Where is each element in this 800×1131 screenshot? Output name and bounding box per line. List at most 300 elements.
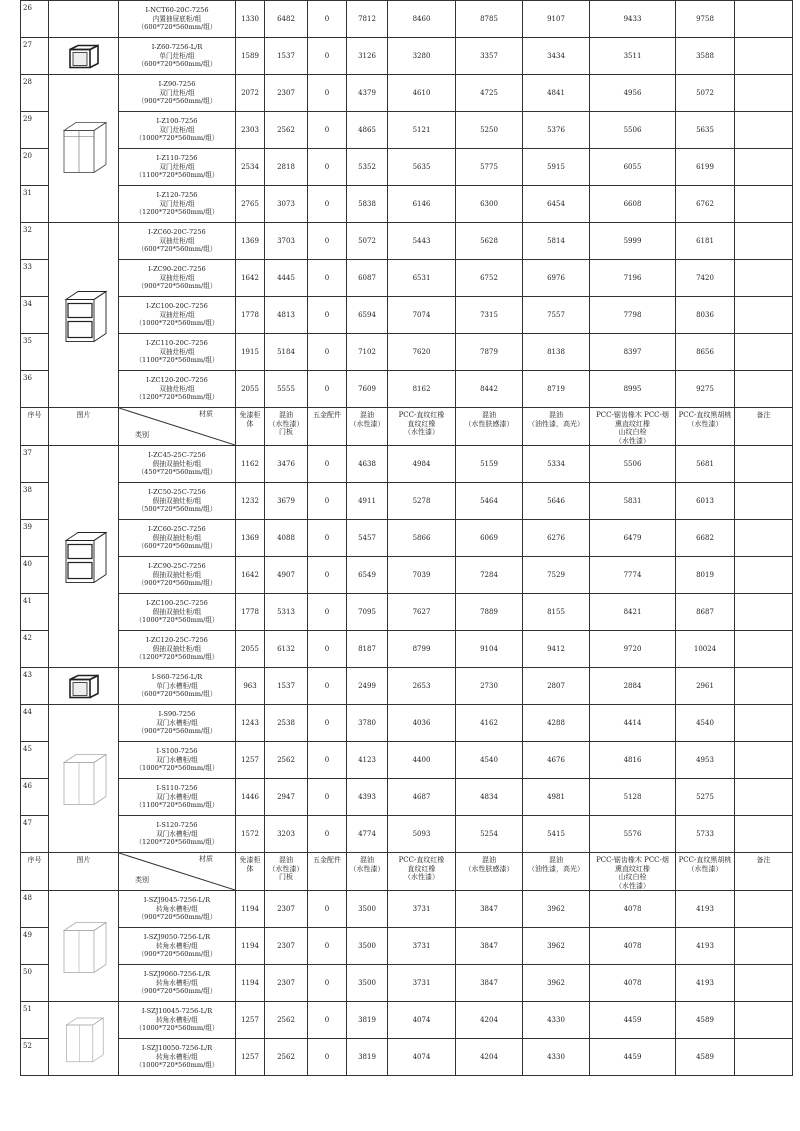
remark-cell xyxy=(735,668,793,705)
price-cell: 7774 xyxy=(590,557,676,594)
price-cell: 5072 xyxy=(347,223,388,260)
header-material: 材质 xyxy=(199,855,213,863)
price-cell: 3434 xyxy=(523,38,590,75)
price-cell: 5159 xyxy=(456,446,523,483)
row-number: 28 xyxy=(21,75,49,112)
table-row xyxy=(21,186,793,223)
header-col-1: 混油 （水性漆） 门板 xyxy=(265,853,308,891)
row-number: 34 xyxy=(21,297,49,334)
price-cell: 6132 xyxy=(265,631,308,668)
price-cell: 4379 xyxy=(347,75,388,112)
price-cell: 0 xyxy=(308,371,347,408)
two-drawer-cabinet-icon xyxy=(49,268,118,363)
table-row xyxy=(21,1,793,38)
price-cell: 0 xyxy=(308,1002,347,1039)
row-number: 43 xyxy=(21,668,49,705)
price-cell: 5576 xyxy=(590,816,676,853)
table-header-row xyxy=(21,853,793,891)
price-cell: 9720 xyxy=(590,631,676,668)
table-row xyxy=(21,1002,793,1039)
price-cell: 5506 xyxy=(590,446,676,483)
price-cell: 5999 xyxy=(590,223,676,260)
price-cell: 8460 xyxy=(388,1,456,38)
header-col-0: 免漆柜体 xyxy=(236,853,265,891)
price-cell: 4330 xyxy=(523,1039,590,1076)
header-material-category xyxy=(119,408,236,446)
price-cell: 6752 xyxy=(456,260,523,297)
price-cell: 2807 xyxy=(523,668,590,705)
product-image-cell xyxy=(49,223,119,408)
product-name: I-ZC60-20C-7256 双抽灶柜/组 （600*720*560mm/组） xyxy=(119,223,236,260)
product-image-cell xyxy=(49,891,119,1002)
row-number: 27 xyxy=(21,38,49,75)
price-cell: 8785 xyxy=(456,1,523,38)
header-col-3: 混油 （水性漆） xyxy=(347,853,388,891)
price-cell: 0 xyxy=(308,779,347,816)
price-cell: 6300 xyxy=(456,186,523,223)
price-cell: 3357 xyxy=(456,38,523,75)
price-cell: 3511 xyxy=(590,38,676,75)
remark-cell xyxy=(735,1039,793,1076)
price-cell: 5915 xyxy=(523,149,590,186)
row-number: 44 xyxy=(21,705,49,742)
price-cell: 5352 xyxy=(347,149,388,186)
table-row xyxy=(21,38,793,75)
price-cell: 5814 xyxy=(523,223,590,260)
header-image: 图片 xyxy=(49,408,119,446)
price-cell: 0 xyxy=(308,557,347,594)
price-cell: 5376 xyxy=(523,112,590,149)
price-cell: 6762 xyxy=(676,186,735,223)
price-cell: 8397 xyxy=(590,334,676,371)
product-name: I-ZC90-25C-7256 假抽双抽灶柜/组 （900*720*560mm/组） xyxy=(119,557,236,594)
price-cell: 7095 xyxy=(347,594,388,631)
price-cell: 0 xyxy=(308,223,347,260)
price-cell: 4193 xyxy=(676,928,735,965)
row-number: 26 xyxy=(21,1,49,38)
price-cell: 4981 xyxy=(523,779,590,816)
price-cell: 3731 xyxy=(388,928,456,965)
price-cell: 3962 xyxy=(523,965,590,1002)
price-cell: 1243 xyxy=(236,705,265,742)
price-cell: 3731 xyxy=(388,891,456,928)
header-col-4: PCC-直纹红橡 直纹红橡 （水性漆） xyxy=(388,853,456,891)
product-image-cell xyxy=(49,38,119,75)
table-row xyxy=(21,779,793,816)
price-cell: 4816 xyxy=(590,742,676,779)
price-cell: 1369 xyxy=(236,520,265,557)
price-cell: 0 xyxy=(308,38,347,75)
price-cell: 6013 xyxy=(676,483,735,520)
price-cell: 3126 xyxy=(347,38,388,75)
price-cell: 5733 xyxy=(676,816,735,853)
price-cell: 3588 xyxy=(676,38,735,75)
price-cell: 5121 xyxy=(388,112,456,149)
remark-cell xyxy=(735,446,793,483)
table-row xyxy=(21,742,793,779)
price-cell: 8155 xyxy=(523,594,590,631)
price-cell: 8162 xyxy=(388,371,456,408)
price-cell: 0 xyxy=(308,705,347,742)
price-cell: 5628 xyxy=(456,223,523,260)
price-cell: 6594 xyxy=(347,297,388,334)
header-category: 类别 xyxy=(135,875,149,884)
remark-cell xyxy=(735,779,793,816)
price-cell: 6146 xyxy=(388,186,456,223)
price-cell: 7039 xyxy=(388,557,456,594)
price-cell: 3847 xyxy=(456,891,523,928)
price-cell: 0 xyxy=(308,260,347,297)
row-number: 45 xyxy=(21,742,49,779)
price-cell: 2055 xyxy=(236,631,265,668)
price-cell: 0 xyxy=(308,631,347,668)
product-image-cell xyxy=(49,1,119,38)
price-cell: 8799 xyxy=(388,631,456,668)
header-col-3: 混油 （水性漆） xyxy=(347,408,388,446)
header-image: 图片 xyxy=(49,853,119,891)
row-number: 47 xyxy=(21,816,49,853)
remark-cell xyxy=(735,260,793,297)
price-cell: 3847 xyxy=(456,965,523,1002)
price-cell: 7620 xyxy=(388,334,456,371)
price-cell: 4193 xyxy=(676,965,735,1002)
price-cell: 4088 xyxy=(265,520,308,557)
price-cell: 3819 xyxy=(347,1039,388,1076)
row-number: 36 xyxy=(21,371,49,408)
price-cell: 4540 xyxy=(676,705,735,742)
product-image-cell xyxy=(49,705,119,853)
product-name: I-S90-7256 双门水槽柜/组 （900*720*560mm/组） xyxy=(119,705,236,742)
price-cell: 0 xyxy=(308,75,347,112)
header-material: 材质 xyxy=(199,410,213,418)
price-cell: 7529 xyxy=(523,557,590,594)
price-cell: 7420 xyxy=(676,260,735,297)
product-name: I-Z110-7256 双门灶柜/组 （1100*720*560mm/组） xyxy=(119,149,236,186)
price-cell: 0 xyxy=(308,1,347,38)
price-cell: 0 xyxy=(308,186,347,223)
table-row xyxy=(21,1039,793,1076)
price-cell: 6454 xyxy=(523,186,590,223)
table-row xyxy=(21,668,793,705)
price-cell: 8442 xyxy=(456,371,523,408)
row-number: 35 xyxy=(21,334,49,371)
product-name: I-ZC60-25C-7256 假抽双抽灶柜/组 （600*720*560mm/组） xyxy=(119,520,236,557)
price-cell: 9275 xyxy=(676,371,735,408)
price-cell: 1778 xyxy=(236,594,265,631)
price-cell: 1369 xyxy=(236,223,265,260)
price-cell: 7074 xyxy=(388,297,456,334)
fake-drawer-cabinet-icon xyxy=(49,509,118,604)
price-cell: 1257 xyxy=(236,1039,265,1076)
price-cell: 8687 xyxy=(676,594,735,631)
price-cell: 7284 xyxy=(456,557,523,594)
price-cell: 6087 xyxy=(347,260,388,297)
price-cell: 4459 xyxy=(590,1039,676,1076)
price-cell: 4393 xyxy=(347,779,388,816)
price-cell: 4540 xyxy=(456,742,523,779)
price-cell: 3280 xyxy=(388,38,456,75)
price-cell: 4984 xyxy=(388,446,456,483)
price-cell: 4288 xyxy=(523,705,590,742)
price-cell: 3847 xyxy=(456,928,523,965)
price-cell: 7315 xyxy=(456,297,523,334)
table-row xyxy=(21,705,793,742)
header-col-0: 免漆柜体 xyxy=(236,408,265,446)
price-cell: 6055 xyxy=(590,149,676,186)
header-no: 序号 xyxy=(21,408,49,446)
table-row xyxy=(21,75,793,112)
price-cell: 7879 xyxy=(456,334,523,371)
price-cell: 1194 xyxy=(236,891,265,928)
price-cell: 8019 xyxy=(676,557,735,594)
header-col-1: 混油 （水性漆） 门板 xyxy=(265,408,308,446)
price-cell: 5866 xyxy=(388,520,456,557)
header-col-5: 混油 （水性肤感漆） xyxy=(456,408,523,446)
price-cell: 2307 xyxy=(265,891,308,928)
price-cell: 4813 xyxy=(265,297,308,334)
price-cell: 3819 xyxy=(347,1002,388,1039)
remark-cell xyxy=(735,297,793,334)
price-cell: 0 xyxy=(308,928,347,965)
row-number: 33 xyxy=(21,260,49,297)
price-cell: 8138 xyxy=(523,334,590,371)
row-number: 29 xyxy=(21,112,49,149)
remark-cell xyxy=(735,38,793,75)
price-cell: 2055 xyxy=(236,371,265,408)
row-number: 20 xyxy=(21,149,49,186)
header-col-9: 备注 xyxy=(735,853,793,891)
price-cell: 2534 xyxy=(236,149,265,186)
price-cell: 4414 xyxy=(590,705,676,742)
product-name: I-Z100-7256 双门灶柜/组 （1000*720*560mm/组） xyxy=(119,112,236,149)
price-cell: 1915 xyxy=(236,334,265,371)
price-cell: 1162 xyxy=(236,446,265,483)
remark-cell xyxy=(735,891,793,928)
price-cell: 5250 xyxy=(456,112,523,149)
remark-cell xyxy=(735,705,793,742)
price-cell: 9107 xyxy=(523,1,590,38)
header-col-7: PCC-锯齿橡木 PCC-烟 熏直纹红橡 山纹白栓 （水性漆） xyxy=(590,853,676,891)
price-cell: 6682 xyxy=(676,520,735,557)
row-number: 32 xyxy=(21,223,49,260)
price-cell: 2562 xyxy=(265,1039,308,1076)
price-cell: 4445 xyxy=(265,260,308,297)
table-row xyxy=(21,928,793,965)
price-cell: 5838 xyxy=(347,186,388,223)
price-cell: 3679 xyxy=(265,483,308,520)
header-material-category xyxy=(119,853,236,891)
price-cell: 4074 xyxy=(388,1002,456,1039)
product-name: I-ZC120-20C-7256 双抽灶柜/组 （1200*720*560mm/组） xyxy=(119,371,236,408)
price-cell: 1194 xyxy=(236,965,265,1002)
price-cell: 3500 xyxy=(347,965,388,1002)
price-cell: 7102 xyxy=(347,334,388,371)
price-cell: 5278 xyxy=(388,483,456,520)
row-number: 41 xyxy=(21,594,49,631)
product-name: I-Z60-7256-L/R 单门灶柜/组 （600*720*560mm/组） xyxy=(119,38,236,75)
table-row xyxy=(21,334,793,371)
price-cell: 4956 xyxy=(590,75,676,112)
price-cell: 4841 xyxy=(523,75,590,112)
product-name: I-SZJ10045-7256-L/R 转角水槽柜/组 （1000*720*560mm/组） xyxy=(119,1002,236,1039)
price-cell: 4953 xyxy=(676,742,735,779)
price-cell: 6482 xyxy=(265,1,308,38)
single-sink-cabinet-icon xyxy=(49,670,118,703)
price-cell: 5681 xyxy=(676,446,735,483)
price-table xyxy=(20,0,793,1076)
remark-cell xyxy=(735,631,793,668)
price-cell: 5443 xyxy=(388,223,456,260)
price-cell: 4123 xyxy=(347,742,388,779)
price-cell: 5275 xyxy=(676,779,735,816)
price-cell: 2730 xyxy=(456,668,523,705)
row-number: 51 xyxy=(21,1002,49,1039)
row-number: 48 xyxy=(21,891,49,928)
table-row xyxy=(21,557,793,594)
price-cell: 6479 xyxy=(590,520,676,557)
price-cell: 3500 xyxy=(347,928,388,965)
price-cell: 0 xyxy=(308,1039,347,1076)
remark-cell xyxy=(735,75,793,112)
remark-cell xyxy=(735,334,793,371)
price-cell: 4865 xyxy=(347,112,388,149)
price-cell: 4204 xyxy=(456,1002,523,1039)
price-cell: 963 xyxy=(236,668,265,705)
corner-sink-cabinet-large-icon xyxy=(49,1004,118,1074)
price-cell: 0 xyxy=(308,668,347,705)
table-row xyxy=(21,149,793,186)
single-door-cabinet-icon xyxy=(49,40,118,73)
product-name: I-Z120-7256 双门灶柜/组 （1200*720*560mm/组） xyxy=(119,186,236,223)
remark-cell xyxy=(735,1002,793,1039)
price-cell: 1194 xyxy=(236,928,265,965)
row-number: 42 xyxy=(21,631,49,668)
price-cell: 5775 xyxy=(456,149,523,186)
price-cell: 3073 xyxy=(265,186,308,223)
price-cell: 4725 xyxy=(456,75,523,112)
price-cell: 4638 xyxy=(347,446,388,483)
double-sink-cabinet-icon xyxy=(49,731,118,826)
table-row xyxy=(21,891,793,928)
price-cell: 7798 xyxy=(590,297,676,334)
row-number: 31 xyxy=(21,186,49,223)
price-cell: 5646 xyxy=(523,483,590,520)
price-cell: 5334 xyxy=(523,446,590,483)
header-col-6: 混油 （油性漆，高光） xyxy=(523,408,590,446)
price-cell: 3780 xyxy=(347,705,388,742)
price-cell: 1537 xyxy=(265,38,308,75)
price-cell: 3731 xyxy=(388,965,456,1002)
product-name: I-ZC120-25C-7256 假抽双抽灶柜/组 （1200*720*560mm/组） xyxy=(119,631,236,668)
header-col-2: 五金配件 xyxy=(308,853,347,891)
header-col-7: PCC-锯齿橡木 PCC-烟 熏直纹红橡 山纹白栓 （水性漆） xyxy=(590,408,676,446)
remark-cell xyxy=(735,965,793,1002)
header-no: 序号 xyxy=(21,853,49,891)
price-cell: 4078 xyxy=(590,928,676,965)
remark-cell xyxy=(735,520,793,557)
row-number: 39 xyxy=(21,520,49,557)
price-cell: 6531 xyxy=(388,260,456,297)
remark-cell xyxy=(735,928,793,965)
header-col-9: 备注 xyxy=(735,408,793,446)
product-name: I-SZJ10050-7256-L/R 转角水槽柜/组 （1000*720*560mm/组） xyxy=(119,1039,236,1076)
price-cell: 0 xyxy=(308,742,347,779)
price-cell: 6608 xyxy=(590,186,676,223)
price-cell: 2765 xyxy=(236,186,265,223)
price-cell: 3500 xyxy=(347,891,388,928)
price-cell: 4459 xyxy=(590,1002,676,1039)
header-col-5: 混油 （水性肤感漆） xyxy=(456,853,523,891)
price-cell: 5415 xyxy=(523,816,590,853)
price-cell: 0 xyxy=(308,520,347,557)
price-cell: 2499 xyxy=(347,668,388,705)
price-cell: 2653 xyxy=(388,668,456,705)
price-cell: 2303 xyxy=(236,112,265,149)
product-image-cell xyxy=(49,668,119,705)
price-cell: 3962 xyxy=(523,891,590,928)
price-cell: 1642 xyxy=(236,557,265,594)
product-name: I-SZJ9060-7256-L/R 转角水槽柜/组 （900*720*560mm/组） xyxy=(119,965,236,1002)
price-cell: 1232 xyxy=(236,483,265,520)
price-cell: 10024 xyxy=(676,631,735,668)
table-row xyxy=(21,297,793,334)
product-image-cell xyxy=(49,75,119,223)
price-cell: 5184 xyxy=(265,334,308,371)
price-cell: 4907 xyxy=(265,557,308,594)
price-cell: 4330 xyxy=(523,1002,590,1039)
price-cell: 0 xyxy=(308,891,347,928)
price-cell: 7609 xyxy=(347,371,388,408)
price-cell: 5072 xyxy=(676,75,735,112)
remark-cell xyxy=(735,149,793,186)
price-cell: 4676 xyxy=(523,742,590,779)
table-row xyxy=(21,965,793,1002)
price-cell: 8656 xyxy=(676,334,735,371)
price-cell: 7889 xyxy=(456,594,523,631)
remark-cell xyxy=(735,223,793,260)
row-number: 50 xyxy=(21,965,49,1002)
price-cell: 5555 xyxy=(265,371,308,408)
product-name: I-S120-7256 双门水槽柜/组 （1200*720*560mm/组） xyxy=(119,816,236,853)
price-cell: 8995 xyxy=(590,371,676,408)
price-cell: 2562 xyxy=(265,1002,308,1039)
price-cell: 5128 xyxy=(590,779,676,816)
price-cell: 5313 xyxy=(265,594,308,631)
price-cell: 2562 xyxy=(265,742,308,779)
price-cell: 4687 xyxy=(388,779,456,816)
price-cell: 6069 xyxy=(456,520,523,557)
price-cell: 9104 xyxy=(456,631,523,668)
price-cell: 5635 xyxy=(676,112,735,149)
product-name: I-ZC45-25C-7256 假抽双抽灶柜/组 （450*720*560mm/组） xyxy=(119,446,236,483)
price-cell: 5457 xyxy=(347,520,388,557)
price-cell: 2307 xyxy=(265,965,308,1002)
price-cell: 6181 xyxy=(676,223,735,260)
header-col-8: PCC-直纹黑胡桃 （水性漆） xyxy=(676,853,735,891)
table-row xyxy=(21,816,793,853)
price-cell: 0 xyxy=(308,112,347,149)
product-image-cell xyxy=(49,446,119,668)
price-cell: 5254 xyxy=(456,816,523,853)
price-cell: 7196 xyxy=(590,260,676,297)
price-cell: 2961 xyxy=(676,668,735,705)
price-cell: 7627 xyxy=(388,594,456,631)
header-col-4: PCC-直纹红橡 直纹红橡 （水性漆） xyxy=(388,408,456,446)
remark-cell xyxy=(735,557,793,594)
row-number: 38 xyxy=(21,483,49,520)
table-row xyxy=(21,631,793,668)
table-row xyxy=(21,112,793,149)
